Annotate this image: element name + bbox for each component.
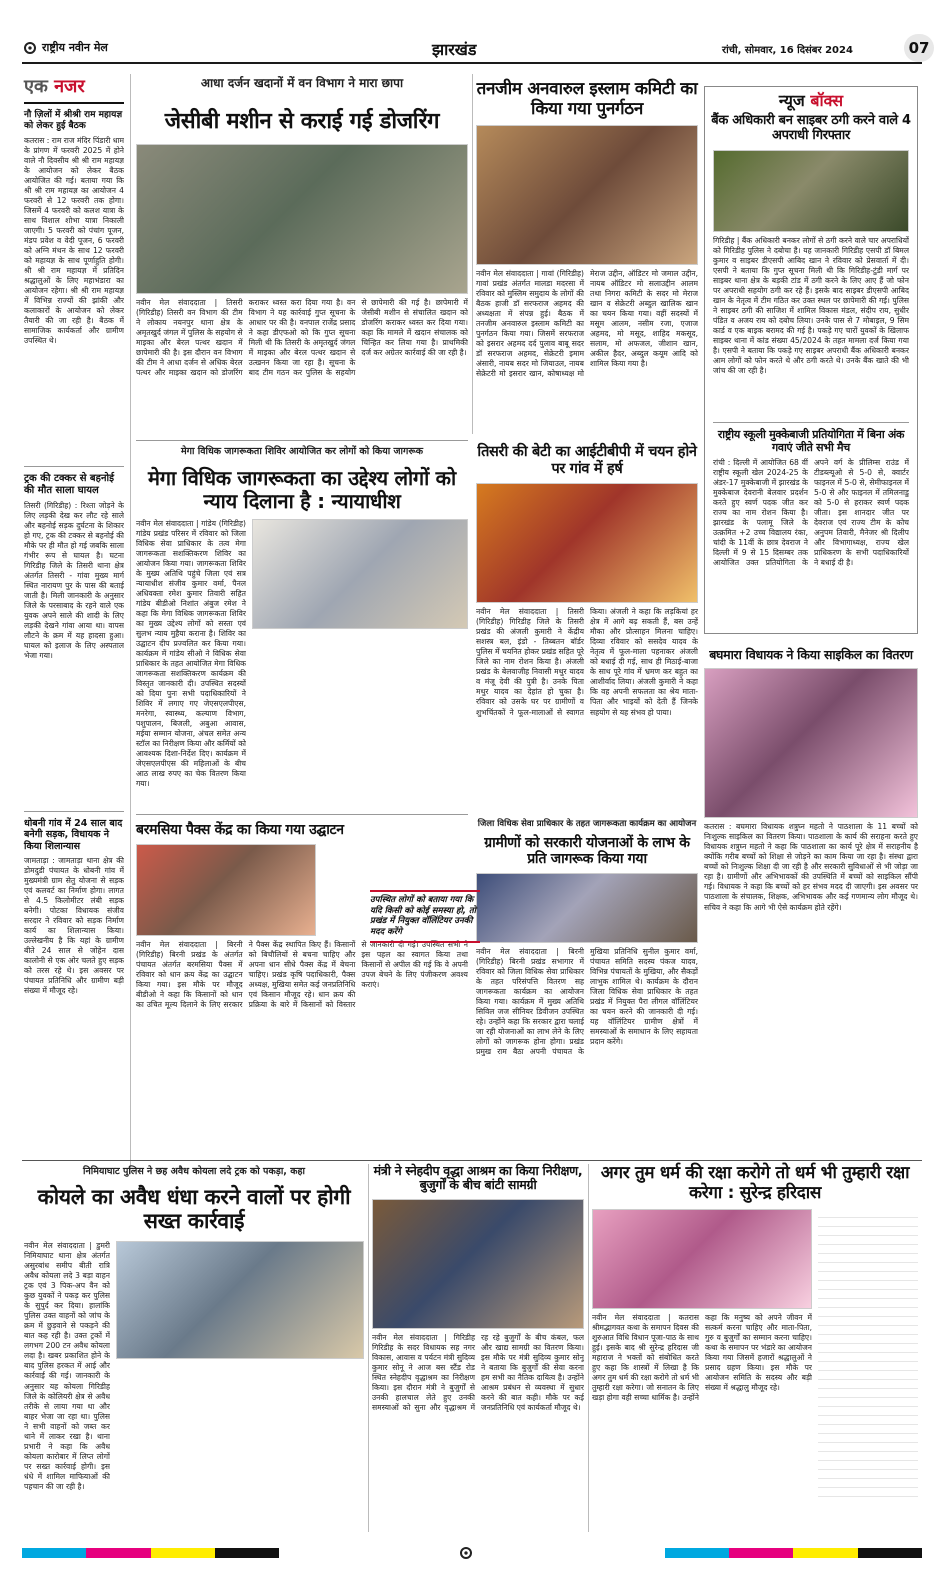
news-box-label-a: न्यूज	[778, 91, 805, 110]
story-headline: बरमसिया पैक्स केंद्र का किया गया उद्घाटन	[136, 822, 344, 838]
story-coal	[24, 1164, 364, 1532]
story-headline: राष्ट्रीय स्कूली मुक्केबाजी प्रतियोगिता में बिना अंक गवाएं जीते सभी मैच	[717, 427, 905, 454]
brief-title: नौ ज़िलों में श्रीश्री राम महायज्ञ को लेकर हुई बैठक	[24, 110, 123, 132]
story-kicker: मेगा विधिक जागरूकता शिविर आयोजित कर लोगों को किया जागरूक	[180, 446, 424, 457]
story-schemes	[476, 818, 698, 1158]
story-headline: कोयले का अवैध धंधा करने वालों पर होगी सख्त कार्रवाई	[37, 1185, 351, 1234]
story-body: नवीन मेल संवाददाता | गावां (गिरिडीह) गावां प्रखंड अंतर्गत मालडा मदरसा में रविवार को मुस्लिम समुदाय के लोगों की बैठक हाजी डॉ सरफराज अहमद की अध्यक्षता में संपन्न हुई। बैठक में तनजीम अनवारुल इस्लाम कमिटी का पुनर्गठन किया गया। जिसमें सरफराज को इसरार अहमद दर्द पुलाव बाबू सदर डॉ सरफराज अहमद, सेक्रेटरी इमाम अंसारी, नायब सदर मो जियाउल, नायब सेक्रेटरी मो इसरार खान, कोषाध्यक्ष मो मेराज उद्दीन, ऑडिटर मो जमाल उद्दीन, नायब ऑडिटर मो सलाउद्दीन आलम तथा निगरा कमिटी के सदर मो मेराज खान व सेक्रेटरी अब्दुल खालिक खान का चयन किया गया। वहीं सदस्यों में मसूम आलम, नसीम रजा, एजाज अहमद, मो मसूद, शाहिद मकसूद, सलाम, मो अफजल, जीशान खान, अकील हैदर, अब्दुल कयूम आदि को शामिल किया गया है।	[476, 269, 698, 379]
story-kicker: निमियाघाट पुलिस ने छह अवैध कोयला लदे ट्रक को पकड़ा, कहा	[83, 1166, 305, 1177]
story-headline: बघमारा विधायक ने किया साइकिल का वितरण	[709, 647, 913, 662]
color-bar	[22, 1548, 922, 1558]
story-kicker: आधा दर्जन खदानों में वन विभाग ने मारा छापा	[200, 76, 404, 90]
story-body: नवीन मेल संवाददाता | गिरिडीह गिरिडीह के सदर विधायक सह नगर विकास, आवास व पर्यटन मंत्री सुदिव्य कुमार सोनू ने आज बस स्टैंड रोड स्थित स्नेहदीप वृद्धाश्रम का निरीक्षण किया। इस दौरान मंत्री ने बुजुर्गों से उनकी हालचाल लेते हुए उनकी समस्याओं को सुना और वृद्धाश्रम में रह रहे बुजुर्गों के बीच कंबल, फल और खाद्य सामग्री का वितरण किया। इस मौके पर मंत्री सुदिव्य कुमार सोनू ने बताया कि बुजुर्गों की सेवा करना हम सभी का नैतिक दायित्व है। उन्होंने आश्रम प्रबंधन से व्यवस्था में सुधार करने की बात कही। मौके पर कई जनप्रतिनिधि एवं कार्यकर्ता मौजूद थे।	[372, 1332, 584, 1412]
story-body: नवीन मेल संवाददाता | तिसरी (गिरिडीह) गिरिडीह जिले के तिसरी प्रखंड की अंजली कुमारी ने केंद्रीय सशस्त्र बल, इंडो - तिब्बतन बॉर्डर पुलिस में चयनित होकर प्रखंड सहित पूरे जिले का नाम रोशन किया है। अंजली प्रखंड के बेलवाजीह निवासी मथुर यादव व मंजू देवी की पुत्री है। उनके पिता मथुर यादव का देहांत हो चुका है। रविवार को उसके घर पर ग्रामीणों व शुभचिंतकों ने फूल-मालाओं से स्वागत किया। अंजली ने कहा कि लड़कियां हर क्षेत्र में आगे बढ़ सकती हैं, बस उन्हें मौका और प्रोत्साहन मिलना चाहिए। दिव्या रविवार को ससदेव यादव के नेतृत्व में फूल-माला पहनाकर अंजली को बधाई दी गई, साथ ही मिठाई-बाजा के साथ पूरे गांव में भ्रमण कर बहुत का आशीर्वाद लिया। अंजली कुमारी ने कहा कि वह अपनी सफलता का श्रेय माता-पिता और भाइयों को देती हैं जिनके सहयोग से यह संभव हो पाया।	[476, 607, 698, 717]
ek-nazar-label	[24, 74, 124, 98]
story-body: नवीन मेल संवाददाता | कतरास श्रीमद्भागवत कथा के समापन दिवस की शुरुआत विधि विधान पूजा-पाठ के साथ हुई। इसके बाद श्री सुरेन्द्र हरिदास जी महाराज ने भक्तों को संबोधित करते हुए कहा कि शास्त्रों में लिखा है कि अगर तुम धर्म की रक्षा करोगे तो धर्म भी तुम्हारी रक्षा करेगा। जो सनातन के लिए खड़ा होगा वही सच्चा धार्मिक है। उन्होंने कहा कि मनुष्य को अपने जीवन में सत्कर्म करना चाहिए और माता-पिता, गुरु व बुजुर्गों का सम्मान करना चाहिए। कथा के समापन पर भंडारे का आयोजन किया गया जिसमें हजारों श्रद्धालुओं ने प्रसाद ग्रहण किया। इस मौके पर आयोजन समिति के सदस्य और बड़ी संख्या में श्रद्धालु मौजूद रहे।	[592, 1313, 812, 1403]
story-photo	[476, 873, 698, 943]
story-ashram	[372, 1164, 584, 1532]
registration-mark-icon	[460, 1547, 472, 1559]
story-body: नवीन मेल संवाददाता | बिरनी (गिरिडीह) बिरनी प्रखंड के अंतर्गत पंचायत अंतर्गत बरमसिया पैक्स में रविवार को धान क्रय केंद्र का उद्घाटन किया गया। इस मौके पर मौजूद बीडीओ ने कहा कि किसानों को धान का उचित मूल्य दिलाने के लिए सरकार ने पैक्स केंद्र स्थापित किए हैं। किसानों को बिचौलियों से बचना चाहिए और अपना धान सीधे पैक्स केंद्र में बेचना चाहिए। प्रखंड कृषि पदाधिकारी, पैक्स अध्यक्ष, मुखिया समेत कई जनप्रतिनिधि एवं किसान मौजूद रहे। धान क्रय की प्रक्रिया के बारे में किसानों को विस्तार से जानकारी दी गई। उपस्थित सभी ने इस पहल का स्वागत किया तथा किसानों से अपील की गई कि वे अपनी उपज बेचने के लिए पंजीकरण अवश्य कराएं।	[136, 940, 468, 1010]
story-legal	[136, 444, 468, 814]
story-photo	[476, 483, 698, 603]
story-jcb	[136, 74, 468, 444]
list-item	[24, 811, 124, 1177]
story-photo	[592, 1209, 812, 1309]
story-headline: मंत्री ने स्नेहदीप वृद्धा आश्रम का किया निरीक्षण, बुजुर्गों के बीच बांटी सामग्री	[373, 1163, 583, 1193]
brief-title: ट्रक की टक्कर से बहनोई की मौत साला घायल	[24, 472, 115, 496]
registration-mark-icon	[24, 42, 36, 54]
story-photo	[476, 125, 698, 265]
brand-name: राष्ट्रीय नवीन मेल	[42, 41, 108, 54]
brief-body: जामताड़ा : जामताड़ा थाना क्षेत्र की डोमदुडी पंचायत के धोबनी गांव में मुख्यमंत्री ग्राम सेतु योजना से सड़क एवं कलवर्ट का निर्माण होगा। लागत से 4.5 किलोमीटर लंबी सड़क बनेगी। पोटका विधायक संजीव सरदार ने रविवार को सड़क निर्माण कार्य का शिलान्यास किया। उल्लेखनीय है कि यहां के ग्रामीण बीते 24 साल से जोहेन दास कालोनी से एक ओर चलते हुए सड़क को तरस रहे थे। इस अवसर पर पंचायत प्रतिनिधि और ग्रामीण बड़ी संख्या में मौजूद रहे।	[24, 856, 124, 996]
story-body-continued	[818, 1209, 918, 1499]
ek-nazar-label-a: एक	[24, 76, 48, 97]
bottom-rule	[22, 1160, 922, 1161]
story-headline: तिसरी की बेटी का आईटीबीपी में चयन होने पर गांव में हर्ष	[477, 444, 697, 477]
story-cycle	[704, 640, 918, 1140]
ek-nazar-label-b: नजर	[54, 76, 85, 97]
story-headline: जेसीबी मशीन से कराई गई डोजरिंग	[164, 109, 440, 134]
story-headline: बैंक अधिकारी बन साइबर ठगी करने वाले 4 अपराधी गिरफ्तार	[711, 113, 911, 143]
story-photo	[372, 1199, 584, 1329]
story-tanzim	[476, 80, 698, 436]
brief-title: धोबनी गांव में 24 साल बाद बनेगी सड़क, विधायक ने किया शिलान्यास	[24, 817, 123, 853]
story-photo	[116, 1241, 364, 1359]
brief-body: कतरास : राम राज मंदिर पिंडारी धाम के प्रांगण में फरवरी 2025 में होने वाले नौ दिवसीय श्री श्री राम महायज्ञ के आयोजन को लेकर बैठक आयोजित की गई। बताया गया कि श्री श्री राम महायज्ञ का आयोजन 4 फरवरी से 12 फरवरी तक होगा। जिसमें 4 फरवरी को कलश यात्रा के साथ विशाल शोभा यात्रा निकाली जाएगी। 5 फरवरी को पंचांग पूजन, मंडप प्रवेश व वेदी पूजन, 6 फरवरी को अग्नि मंथन के साथ 12 फरवरी को महायज्ञ के साथ पूर्णाहुति होगी। श्री श्री राम महायज्ञ में प्रतिदिन श्रद्धालुओं के लिए महाभंडारा का आयोजन रहेगा। श्री श्री राम महायज्ञ में विभिन्न राज्यों की झांकी और कलाकारों के आयोजन को लेकर तैयारी की जा रही है। बैठक में सामाजिक कार्यकर्ता और ग्रामीण उपस्थित थे।	[24, 135, 124, 345]
story-body: कतरास : बघमारा विधायक शत्रुघ्न महतो ने पाठशाला के 11 बच्चों को निःशुल्क साइकिल का वितरण किया। पाठशाला के कार्य की सराहना करते हुए विधायक शत्रुघ्न महतो ने कहा कि पाठशाला का कार्य पूरे क्षेत्र में सराहनीय है क्योंकि गरीब बच्चों को शिक्षा से जोड़ने का काम किया जा रहा है। संस्था द्वारा बच्चों को निःशुल्क शिक्षा दी जा रही है और सरकारी सुविधाओं से भी जोड़ा जा रहा है। ग्रामीणों और अभिभावकों की उपस्थिति में बच्चों को साइकिल सौंपी गई। विधायक ने कहा कि बच्चों को हर संभव मदद दी जाएगी। इस अवसर पर पाठशाला के संचालक, शिक्षक, अभिभावक और कई गणमान्य लोग मौजूद थे। सचिव ने कहा कि आगे भी ऐसे कार्यक्रम होते रहेंगे।	[704, 822, 918, 912]
list-item	[24, 110, 124, 456]
brief-body: तिसरी (गिरिडीह) : रिश्ता जोड़ने के लिए लड़की देख कर लौट रहे साले और बहनोई सड़क दुर्घटना के शिकार हो गए, ट्रक की टक्कर से बहनोई की मौके पर ही मौत हो गई जबकि साला गंभीर रूप से घायल है। घटना गिरिडीह जिले के तिसरी थाना क्षेत्र अंतर्गत तिसरी - गांवा मुख्य मार्ग स्थित नारायण पुर के पास की बताई जाती है। मिली जानकारी के अनुसार जिले के परसाबाद के रहने वाले एक युवक अपने साले की शादी के लिए लड़की देखने गांवा आया था। वापस लौटने के क्रम में यह हादसा हुआ। घायल को इलाज के लिए अस्पताल भेजा गया।	[24, 500, 124, 660]
story-body: नवीन मेल संवाददाता | बिरनी (गिरिडीह) बिरनी प्रखंड सभागार में रविवार को जिला विधिक सेवा प्राधिकार के तहत परिसंपत्ति वितरण सह जागरूकता कार्यक्रम का आयोजन किया गया। कार्यक्रम में मुख्य अतिथि सिविल जज सीनियर डिवीजन उपस्थित रहे। उन्होंने कहा कि सरकार द्वारा चलाई जा रही योजनाओं का लाभ लेने के लिए लोगों को जागरूक होना होगा। प्रखंड प्रमुख राम बैठा अपनी पंचायत के मुखिया प्रतिनिधि सुनील कुमार वर्मा, पंचायत समिति सदस्य पंकज यादव, विभिन्न पंचायतों के मुखिया, और सैकड़ों लाभुक शामिल थे। कार्यक्रम के दौरान जिला विधिक सेवा प्राधिकार के तहत प्रखंड में नियुक्त पैरा लीगल वॉलिंटियर का चयन करने की जानकारी दी गई। यह वॉलिंटियर ग्रामीण क्षेत्रों में समस्याओं के समाधान के लिए सहायता प्रदान करेंगे।	[476, 947, 698, 1057]
story-body: नवीन मेल संवाददाता | डुमरी निमियाघाट थाना क्षेत्र अंतर्गत असुरबांध समीप बीती रात्रि अवैध कोयला लदे 3 बड़ा वाहन ट्रक एवं 3 पिक-अप वैन को कुछ युवकों ने पकड़ कर पुलिस के सुपुर्द कर दिया। हालांकि पुलिस उक्त वाहनों को जांच के क्रम में छुड़वाने से पकड़ने की बात कह रही है। उक्त ट्रकों में लगभग 200 टन अवैध कोयला लदा है। खबर प्रकाशित होने के बाद पुलिस हरकत में आई और कार्रवाई की गई। जानकारी के अनुसार यह कोयला गिरिडीह जिले के कोलियरी क्षेत्र से अवैध तरीके से लाया गया था और बाहर भेजा जा रहा था। पुलिस ने सभी वाहनों को जब्त कर थाने में लाकर रखा है। थाना प्रभारी ने कहा कि अवैध कोयला कारोबार में लिप्त लोगों पर सख्त कार्रवाई होगी। इस धंधे में शामिल माफियाओं की पहचान की जा रही है।	[24, 1241, 110, 1491]
story-headline: तनजीम अनवारुल इस्लाम कमिटी का किया गया पुनर्गठन	[476, 79, 698, 119]
masthead	[22, 34, 930, 64]
news-box-label-b: बॉक्स	[810, 91, 844, 110]
masthead-rule	[22, 62, 922, 64]
story-pacs	[136, 818, 468, 1158]
story-photo	[136, 144, 468, 294]
list-item	[24, 466, 124, 801]
story-body: रांची : दिल्ली में आयोजित 68 वीं राष्ट्रीय स्कूली खेल 2024-25 के अंडर-17 मुक्केबाजी में झारखंड के मुक्केबाज देवरानी बेलवार प्रदर्शन करते हुए स्वर्ण पदक जीत कर राज्य का नाम रोशन किया है। झारखंड के पलामू जिले के उत्क्रमित +2 उच्च विद्यालय रंका, चांदी के 11वीं के छात्र देवराज ने दिल्ली में 9 से 15 दिसम्बर तक आयोजित उक्त प्रतियोगिता के अपने वर्ग के प्रीलिम्स राउंड में टीडब्ल्यूओ से 5-0 से, क्वार्टर फाइनल में 5-0 से, सेमीफाइनल में 5-0 से और फाइनल में तमिलनाडु को 5-0 से हराकर स्वर्ण पदक जीता। इस शानदार जीत पर देवराज एवं राज्य टीम के कोच अनुपम तिवारी, मैनेजर श्री दिलीप और विभागाध्यक्ष, राज्य खेल प्राधिकरण के सभी पदाधिकारियों ने बधाई दी है।	[713, 458, 909, 568]
dateline: रांची, सोमवार, 16 दिसंबर 2024	[722, 45, 853, 56]
story-photo	[136, 844, 316, 936]
story-dharma	[592, 1164, 918, 1532]
story-body: नवीन मेल संवाददाता | गांडेय (गिरिडीह) गांडेय प्रखंड परिसर में रविवार को जिला विधिक सेवा प्राधिकार के तत्व मेगा जागरूकता सशक्तिकरण शिविर का आयोजन किया गया। जागरूकता शिविर के मुख्य अतिथि पहुंचे जिला एवं सत्र न्यायाधीश संजीव कुमार वर्मा, पैनल अधिवक्ता रमेश कुमार तिवारी सहित गांडेय बीडीओ निशांत अंबुज रमेश ने कहा कि मेगा विधिक जागरूकता शिविर का मुख्य उद्देश्य लोगों को सस्ता एवं सुलभ न्याय मुहैया कराना है। शिविर का उद्घाटन दीप प्रज्वलित कर किया गया। कार्यक्रम में गांडेय सीओ ने विधिक सेवा प्राधिकार के तहत आयोजित मेगा विधिक जागरूकता सशक्तिकरण कार्यक्रम की विस्तृत जानकारी दी। उपस्थित सदस्यों को दिया पुनः सभी पदाधिकारियों ने शिविर में लगाए गए जेएसएलपीएस, मनरेगा, स्वास्थ्य, कल्याण विभाग, पशुपालन, बिजली, अबुआ आवास, मईया सम्मान योजना, अंचल समेत अन्य स्टॉल का निरीक्षण किया और कर्मियों को आवश्यक दिशा-निर्देश दिए। कार्यक्रम में जेएसएलपीएस की महिलाओं के बीच आठ लाख रुपए का चेक वितरण किया गया।	[136, 519, 246, 789]
story-headline: अगर तुम धर्म की रक्षा करोगे तो धर्म भी तुम्हारी रक्षा करेगा : सुरेन्द्र हरिदास	[600, 1163, 910, 1203]
story-body: गिरिडीह | बैंक अधिकारी बनकर लोगों से ठगी करने वाले चार अपराधियों को गिरिडीह पुलिस ने दबोचा है। यह जानकारी गिरिडीह एसपी डॉ बिमल कुमार व साइबर डीएसपी आबिद खान ने रविवार को प्रेसवार्ता में दी। एसपी ने बताया कि गुप्त सूचना मिली थी कि गिरिडीह-टुंडी मार्ग पर साइबर थाना क्षेत्र के बड़की टांड में ठगी करने के लिए आए हैं जो फोन पर अपराधी सहयोग ठगी कर रहे हैं। इसके बाद साइबर डीएसपी आबिद खान के नेतृत्व में टीम गठित कर उक्त स्थल पर छापेमारी की गई। पुलिस ने साइबर ठगी की साजिश में शामिल विकास मंडल, संदीप राय, सुधीर पंडित व अजय राय को दबोच लिया। उनके पास से 7 मोबाइल, 9 सिम कार्ड व एक बाइक बरामद की गई है। पकड़े गए चारों युवकों के खिलाफ साइबर थाना में कांड संख्या 45/2024 के तहत मामला दर्ज किया गया है। एसपी ने बताया कि पकड़े गए साइबर अपराधी बैंक अधिकारी बनकर आम लोगों को फोन करते थे और ठगी करते थे। उनके बैंक खाते की भी जांच की जा रही है।	[713, 235, 909, 376]
story-kicker: जिला विधिक सेवा प्राधिकार के तहत जागरूकता कार्यक्रम का आयोजन	[477, 819, 697, 829]
story-body: नवीन मेल संवाददाता | तिसरी (गिरिडीह) तिसरी वन विभाग की टीम ने लोकाय नयनपुर थाना क्षेत्र के अमृतखुर्द जंगल में पुलिस के सहयोग से माइका और बेरल पत्थर खदान में छापेमारी की है। इस दौरान वन विभाग की टीम ने आधा दर्जन से अधिक बेरल पत्थर और माइका खदान को डोजरिंग कराकर ध्वस्त करा दिया गया है। वन विभाग ने यह कार्रवाई गुप्त सूचना के आधार पर की है। वनपाल राजेंद्र प्रसाद ने कहा डीएफओ को कि गुप्त सूचना मिली थी कि तिसरी के अमृतखुर्द जंगल में माइका और बेरल पत्थर खदान से उत्खनन किया जा रहा है। सूचना के बाद टीम गठन कर पुलिस के सहयोग से छापेमारी की गई है। छापेमारी में जेसीबी मशीन से संचालित खदान को डोजरिंग कराकर ध्वस्त कर दिया गया। कहा कि मामले में खदान संचालक को चिन्हित कर लिया गया है। प्राथमिकी दर्ज कर अग्रेतर कार्रवाई की जा रही है।	[136, 298, 468, 378]
section-name: झारखंड	[432, 40, 477, 59]
pull-quote: उपस्थित लोगों को बताया गया कि यदि किसी को कोई समस्या हो, तो प्रखंड में नियुक्त वॉलिंटियर उनकी मदद करेंगे	[370, 890, 480, 943]
story-ias	[476, 444, 698, 814]
story-photo	[713, 150, 909, 232]
story-photo	[252, 519, 468, 629]
ek-nazar-column	[24, 74, 124, 1174]
news-box	[704, 86, 918, 634]
story-headline: ग्रामीणों को सरकारी योजनाओं के लाभ के प्रति जागरूक किया गया	[484, 835, 690, 868]
story-photo	[704, 668, 918, 818]
page-number: 07	[904, 34, 934, 62]
story-headline: मेगा विधिक जागरूकता का उद्देश्य लोगों को न्याय दिलाना है : न्यायाधीश	[148, 466, 456, 513]
